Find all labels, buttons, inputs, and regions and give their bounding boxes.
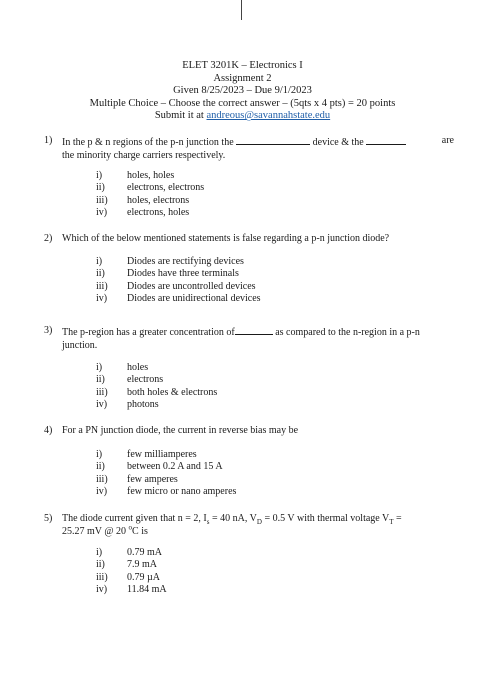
option-text: electrons — [127, 374, 164, 386]
option-text: electrons, electrons — [127, 182, 205, 194]
option-numeral: i) — [96, 547, 103, 558]
option-numeral: iii) — [96, 473, 108, 485]
question-text-part: the minority charge carriers respectively. — [62, 149, 226, 161]
question-text — [62, 513, 454, 538]
option-numeral: ii) — [96, 374, 105, 386]
subscript: D — [256, 518, 262, 526]
option-text: 0.79 mA — [127, 547, 162, 558]
question-text-part: junction. — [62, 339, 98, 351]
option-text: 11.84 mA — [127, 583, 167, 595]
option-text: both holes & electrons — [127, 386, 218, 398]
superscript: o — [128, 523, 133, 532]
instructions: Multiple Choice – Choose the correct answer – (5qts x 4 pts) = 20 points — [89, 97, 396, 109]
question-text-part: as compared to the n-region in a p-n — [275, 327, 420, 338]
option-text: Diodes are unidirectional devices — [127, 292, 261, 304]
option-numeral: i) — [96, 362, 103, 373]
question-number: 3) — [44, 325, 53, 336]
option-numeral: ii) — [96, 182, 105, 194]
answer-blank — [236, 135, 310, 145]
option-text: holes, holes — [127, 170, 175, 181]
answer-blank — [366, 135, 406, 145]
assignment-dates: Given 8/25/2023 – Due 9/1/2023 — [173, 85, 312, 97]
option-text: Diodes have three terminals — [127, 268, 239, 280]
question-text-part: The p-region has a greater concentration of — [62, 327, 235, 338]
question-3 — [44, 325, 454, 352]
option-numeral: i) — [96, 256, 103, 267]
option-text: few milliamperes — [127, 449, 197, 460]
option-numeral: iv) — [96, 583, 108, 595]
text-cursor — [241, 0, 242, 20]
email-link[interactable]: andreous@savannahstate.edu — [206, 110, 331, 122]
option-text: holes, electrons — [127, 194, 190, 206]
option-text: 7.9 mA — [127, 559, 157, 571]
course-title: ELET 3201K – Electronics I — [182, 60, 303, 71]
question-text-part: In the p & n regions of the p-n junction the — [62, 137, 234, 148]
option-numeral: i) — [96, 170, 103, 181]
option-text: electrons, holes — [127, 206, 190, 218]
question-number: 2) — [44, 233, 53, 244]
option-numeral: iii) — [96, 194, 108, 206]
question-5 — [44, 513, 454, 538]
option-text: Diodes are uncontrolled devices — [127, 280, 256, 292]
option-text: photons — [127, 398, 159, 410]
question-text-part: 25.27 mV @ 20 — [62, 525, 129, 537]
option-numeral: iv) — [96, 485, 108, 497]
option-numeral: ii) — [96, 268, 105, 280]
option-numeral: iv) — [96, 292, 108, 304]
option-text: between 0.2 A and 15 A — [127, 461, 223, 473]
submit-line — [0, 110, 485, 123]
option-numeral: i) — [96, 449, 103, 460]
question-text-part: C is — [132, 525, 148, 537]
question-2 — [44, 233, 454, 246]
question-text-part: = 0.5 V with thermal voltage V — [261, 513, 390, 524]
question-text-part: = — [393, 513, 402, 524]
question-number: 1) — [44, 135, 53, 146]
question-4 — [44, 425, 454, 438]
question-text-part: = 40 nA, V — [209, 513, 257, 524]
option-text: few amperes — [127, 473, 178, 485]
question-text-part: The diode current given that n = 2, I — [62, 513, 207, 524]
question-text — [62, 135, 454, 162]
question-text-part: device & the — [312, 137, 364, 148]
question-text-part: are — [441, 135, 454, 146]
option-numeral: iii) — [96, 571, 108, 583]
option-text: few micro or nano amperes — [127, 485, 237, 497]
question-1 — [44, 135, 454, 162]
option-numeral: ii) — [96, 461, 105, 473]
option-numeral: ii) — [96, 559, 105, 571]
option-text: Diodes are rectifying devices — [127, 256, 244, 267]
option-numeral: iii) — [96, 386, 108, 398]
option-numeral: iv) — [96, 398, 108, 410]
document-header — [0, 60, 485, 123]
answer-blank — [235, 325, 273, 335]
question-text: For a PN junction diode, the current in reverse bias may be — [62, 425, 299, 436]
submit-prefix: Submit it at — [154, 110, 207, 122]
option-text: 0.79 µA — [127, 571, 160, 583]
assignment-title: Assignment 2 — [213, 72, 272, 84]
subscript: T — [389, 518, 394, 526]
option-numeral: iii) — [96, 280, 108, 292]
question-number: 5) — [44, 513, 53, 524]
question-number: 4) — [44, 425, 53, 436]
option-text: holes — [127, 362, 149, 373]
question-text — [62, 325, 454, 352]
question-text: Which of the below mentioned statements is false regarding a p-n junction diode? — [62, 233, 390, 244]
option-numeral: iv) — [96, 206, 108, 218]
subscript: s — [206, 518, 210, 526]
